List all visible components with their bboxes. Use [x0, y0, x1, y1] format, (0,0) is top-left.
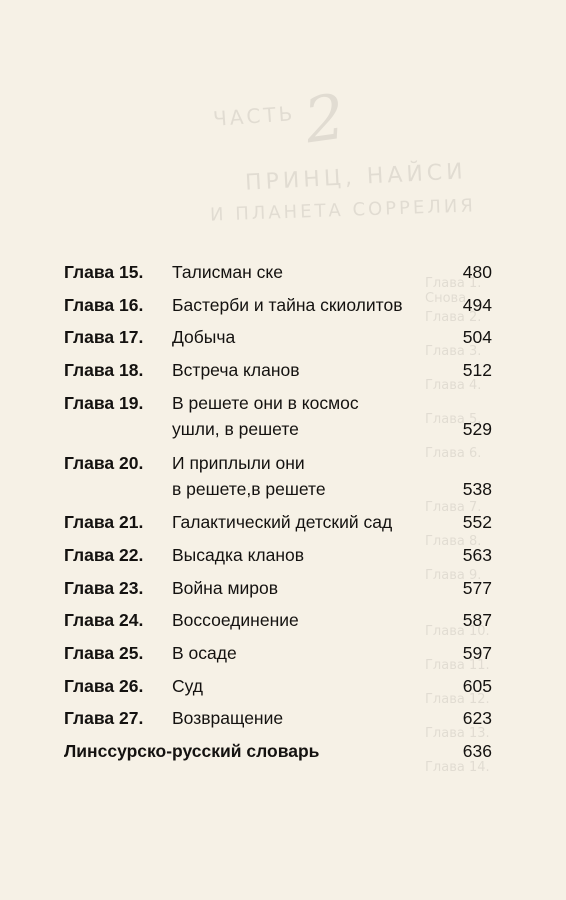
chapter-title: Суд	[172, 675, 204, 696]
chapter-label: Глава 21.	[64, 512, 144, 533]
chapter-label: Глава 20.	[64, 452, 144, 473]
chapter-label: Глава 26.	[64, 675, 144, 696]
chapter-title: И приплыли они	[172, 452, 305, 473]
chapter-label: Глава 19.	[64, 392, 144, 413]
chapter-title: Галактический детский сад	[172, 512, 393, 533]
chapter-label: Глава 25.	[64, 643, 144, 663]
chapter-title: Война миров	[172, 577, 279, 598]
chapter-label: Глава 22.	[64, 544, 144, 565]
page-number: 529	[462, 418, 492, 439]
dictionary-label: Линссурско-русский словарь	[64, 741, 320, 762]
chapter-title: в решете,в решете	[172, 478, 326, 499]
page-number: 636	[462, 741, 492, 762]
page-number: 480	[462, 262, 492, 282]
bleed-through-text: ЧАСТЬ 2 ПРИНЦ, НАЙСИ И ПЛАНЕТА СОРРЕЛИЯ Глава 1. Снова Глава 2. Глава 3. Глава 4. Глава 5. Глава 6. Глава 7. Глава 8. Глава 9. Глава 10. Глава 11. Глава 12. Глава 13. Глава 14.	[209, 79, 490, 775]
page-number: 577	[462, 577, 492, 598]
chapter-title: Бастерби и тайна скиолитов	[172, 294, 403, 315]
page-number: 552	[462, 512, 492, 533]
chapter-title: Высадка кланов	[172, 544, 305, 565]
chapter-label: Глава 15.	[64, 262, 144, 282]
chapter-title: Талисман ске	[172, 262, 283, 282]
chapter-label: Глава 17.	[64, 327, 144, 348]
page-number: 623	[462, 708, 492, 729]
page-number: 512	[462, 360, 492, 381]
page-number: 538	[462, 478, 492, 499]
chapter-title: Добыча	[172, 327, 236, 348]
chapter-label: Глава 16.	[64, 294, 144, 315]
page-number: 587	[462, 610, 492, 631]
chapter-label: Глава 18.	[64, 360, 144, 381]
chapter-title: ушли, в решете	[172, 418, 299, 439]
chapter-title: В решете они в космос	[172, 392, 359, 413]
chapter-label: Глава 27.	[64, 708, 144, 729]
page-number: 504	[462, 327, 492, 348]
chapter-label: Глава 24.	[64, 610, 144, 631]
page-number: 494	[462, 294, 492, 315]
chapter-title: Встреча кланов	[172, 360, 300, 381]
chapter-label: Глава 23.	[64, 577, 144, 598]
page-number: 597	[462, 643, 492, 663]
page-number: 605	[462, 675, 492, 696]
chapter-title: Возвращение	[172, 708, 284, 729]
chapter-title: В осаде	[172, 643, 237, 663]
chapter-title: Воссоединение	[172, 610, 299, 631]
page-number: 563	[462, 544, 492, 565]
